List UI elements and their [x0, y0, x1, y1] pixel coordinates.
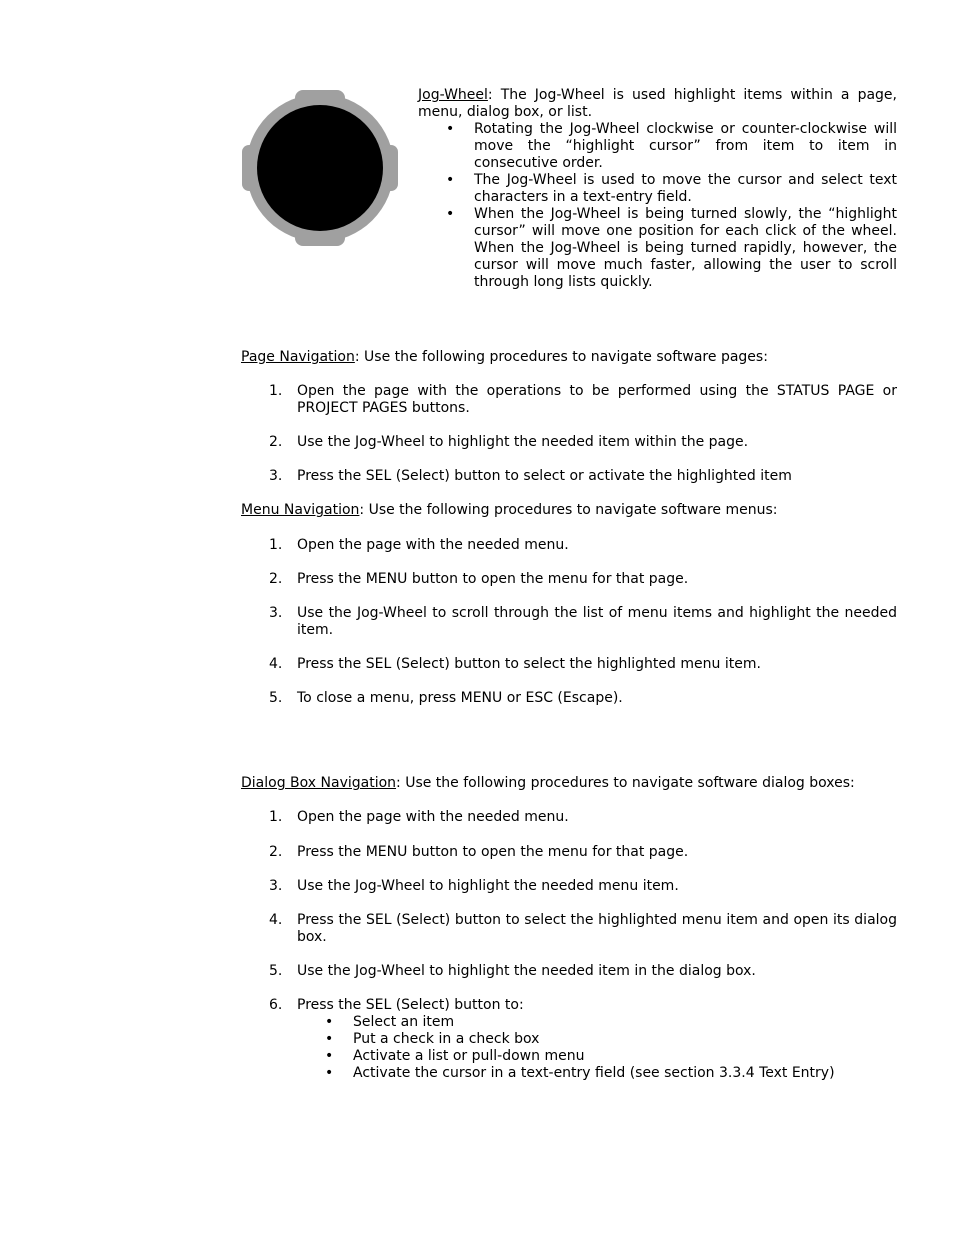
jog-wheel-description — [418, 87, 897, 291]
list-item-text: Activate a list or pull-down menu — [353, 1048, 585, 1064]
step-number: 3. — [269, 605, 283, 621]
list-item — [418, 172, 897, 206]
bullet-icon: • — [325, 1031, 334, 1047]
page-navigation-intro: : Use the following procedures to navigate software pages: — [354, 349, 768, 365]
step-text: Press the SEL (Select) button to: — [297, 997, 524, 1013]
bullet-icon: • — [325, 1065, 334, 1081]
step-text: Press the SEL (Select) button to select the highlighted menu item and open its dialog box. — [297, 912, 897, 945]
step-number: 6. — [269, 997, 283, 1013]
bullet-icon: • — [325, 1014, 334, 1030]
step-number: 2. — [269, 434, 283, 450]
list-item-text: Rotating the Jog-Wheel clockwise or counter-clockwise will move the “highlight cursor” from item to item in consecutive order. — [474, 121, 897, 171]
step-text: Use the Jog-Wheel to highlight the needed menu item. — [297, 878, 679, 894]
list-item — [269, 434, 897, 451]
step-number: 1. — [269, 383, 283, 399]
bullet-icon: • — [446, 121, 455, 137]
list-item — [269, 537, 897, 554]
list-item — [325, 1065, 885, 1082]
step-number: 4. — [269, 656, 283, 672]
step-number: 1. — [269, 537, 283, 553]
step-number: 5. — [269, 690, 283, 706]
list-item-text: Activate the cursor in a text-entry field (see section 3.3.4 Text Entry) — [353, 1065, 835, 1081]
bullet-icon: • — [325, 1048, 334, 1064]
step-text: Open the page with the needed menu. — [297, 809, 569, 825]
list-item-text: When the Jog-Wheel is being turned slowly, the “highlight cursor” will move one position for each click of the wheel. When the Jog-Wheel is being turned rapidly, however, the cursor will move much faster, allowing the user to scroll through long lists quickly. — [474, 206, 897, 290]
jog-wheel-figure — [241, 89, 399, 247]
step-text: Press the MENU button to open the menu for that page. — [297, 844, 689, 860]
list-item — [269, 878, 897, 895]
list-item — [269, 571, 897, 588]
step-number: 5. — [269, 963, 283, 979]
step-text: Press the SEL (Select) button to select or activate the highlighted item — [297, 468, 792, 484]
step-number: 2. — [269, 571, 283, 587]
menu-navigation-term: Menu Navigation — [241, 502, 360, 518]
step-number: 3. — [269, 878, 283, 894]
list-item-text: The Jog-Wheel is used to move the cursor and select text characters in a text-entry field. — [474, 172, 897, 205]
step-text: Use the Jog-Wheel to highlight the needed item within the page. — [297, 434, 749, 450]
list-item — [418, 206, 897, 291]
step-text: Use the Jog-Wheel to highlight the needed item in the dialog box. — [297, 963, 756, 979]
list-item — [269, 912, 897, 946]
list-item-text: Put a check in a check box — [353, 1031, 540, 1047]
page-navigation-term: Page Navigation — [241, 349, 355, 365]
menu-navigation-intro: : Use the following procedures to navigate software menus: — [359, 502, 778, 518]
dialog-navigation-intro: : Use the following procedures to navigate software dialog boxes: — [396, 775, 855, 791]
jog-wheel-icon — [241, 89, 399, 247]
step-number: 2. — [269, 844, 283, 860]
list-item — [325, 1014, 885, 1031]
list-item — [269, 656, 897, 673]
list-item — [269, 383, 897, 417]
list-item — [269, 997, 897, 1014]
menu-navigation-heading — [241, 502, 897, 519]
list-item-text: Select an item — [353, 1014, 455, 1030]
page-navigation-heading — [241, 349, 897, 366]
bullet-icon: • — [446, 206, 455, 222]
step-text: To close a menu, press MENU or ESC (Escape). — [297, 690, 623, 706]
step-text: Press the MENU button to open the menu for that page. — [297, 571, 689, 587]
step-number: 4. — [269, 912, 283, 928]
list-item — [269, 809, 897, 826]
step-text: Open the page with the needed menu. — [297, 537, 569, 553]
list-item — [325, 1048, 885, 1065]
list-item — [418, 121, 897, 172]
step-number: 3. — [269, 468, 283, 484]
dialog-navigation-term: Dialog Box Navigation — [241, 775, 397, 791]
list-item — [269, 844, 897, 861]
list-item — [325, 1031, 885, 1048]
step-text: Use the Jog-Wheel to scroll through the list of menu items and highlight the needed item. — [297, 605, 897, 638]
list-item — [269, 690, 897, 707]
jog-wheel-term: Jog-Wheel — [418, 87, 488, 103]
step-number: 1. — [269, 809, 283, 825]
list-item — [269, 605, 897, 639]
step-text: Open the page with the operations to be performed using the STATUS PAGE or PROJECT PAGES buttons. — [297, 383, 897, 416]
list-item — [269, 468, 897, 485]
bullet-icon: • — [446, 172, 455, 188]
list-item — [269, 963, 897, 980]
jog-wheel-intro-text: : The Jog-Wheel is used highlight items within a page, menu, dialog box, or list. — [418, 87, 897, 120]
step-text: Press the SEL (Select) button to select the highlighted menu item. — [297, 656, 761, 672]
dialog-navigation-heading — [241, 775, 897, 792]
jog-wheel-intro — [418, 87, 897, 121]
